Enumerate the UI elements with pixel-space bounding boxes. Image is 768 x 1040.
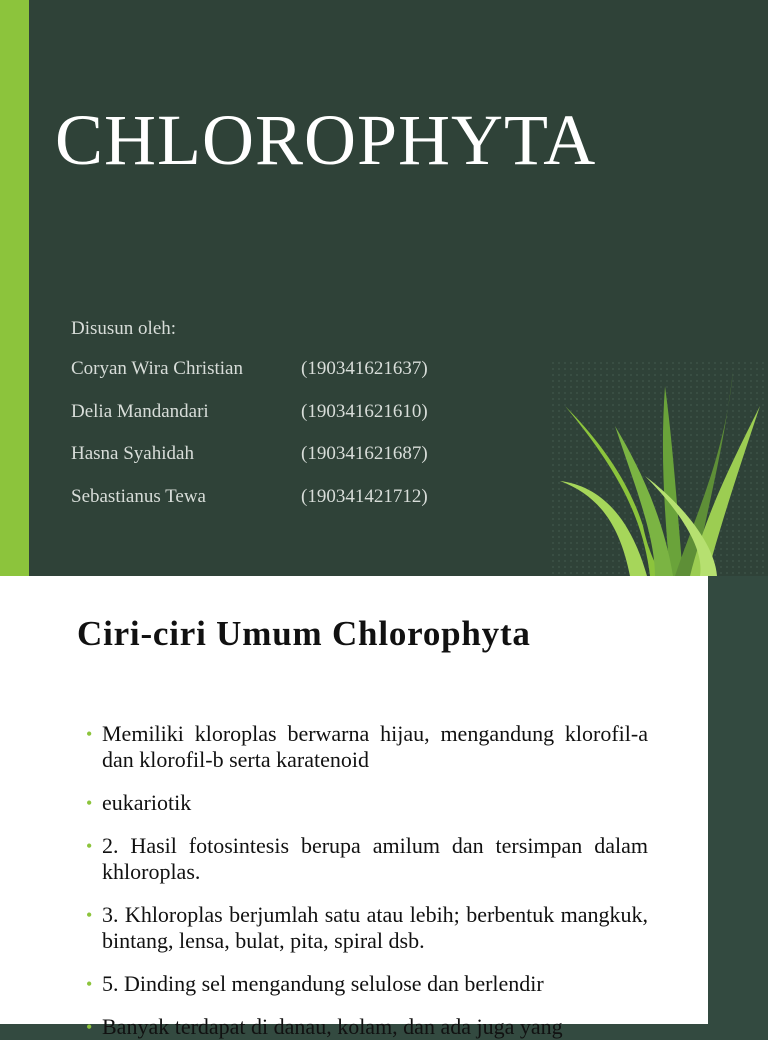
bullet-list [86, 721, 648, 1040]
bullet-icon: • [86, 836, 93, 856]
slide-title: CHLOROPHYTA [55, 100, 597, 180]
accent-bar [0, 0, 29, 576]
list-item-text: 2. Hasil fotosintesis berupa amilum dan tersimpan dalam khloroplas. [102, 833, 648, 884]
bullet-icon: • [86, 793, 93, 813]
author-id: (190341621687) [301, 443, 428, 464]
bullet-icon: • [86, 1017, 93, 1037]
content-title: Ciri-ciri Umum Chlorophyta [77, 614, 531, 653]
author-name: Hasna Syahidah [71, 443, 194, 464]
list-item-text: Memiliki kloroplas berwarna hijau, mengandung klorofil-a dan klorofil-b serta karatenoid [102, 721, 648, 772]
list-item [86, 902, 648, 954]
author-id: (190341621610) [301, 400, 428, 422]
byline: Disusun oleh: [71, 318, 177, 339]
list-item-text: 5. Dinding sel mengandung selulose dan berlendir [102, 971, 544, 996]
bullet-icon: • [86, 724, 93, 744]
list-item-text: eukariotik [102, 790, 192, 815]
author-id: (190341421712) [301, 485, 428, 507]
author-name: Coryan Wira Christian [71, 358, 243, 379]
author-name: Delia Mandandari [71, 400, 209, 422]
list-item [86, 1014, 648, 1040]
list-item [86, 971, 648, 997]
author-id: (190341621637) [301, 358, 428, 379]
bullet-icon: • [86, 974, 93, 994]
list-item-text: Banyak terdapat di danau, kolam, dan ada juga yang [102, 1014, 563, 1039]
bullet-icon: • [86, 905, 93, 925]
seaweed-icon [555, 366, 765, 576]
list-item [86, 721, 648, 773]
content-slide [0, 576, 708, 1039]
list-item [86, 790, 648, 816]
author-name: Sebastianus Tewa [71, 485, 206, 507]
list-item-text: 3. Khloroplas berjumlah satu atau lebih; berbentuk mangkuk, bintang, lensa, bulat, pita, spiral dsb. [102, 902, 648, 953]
list-item [86, 833, 648, 885]
